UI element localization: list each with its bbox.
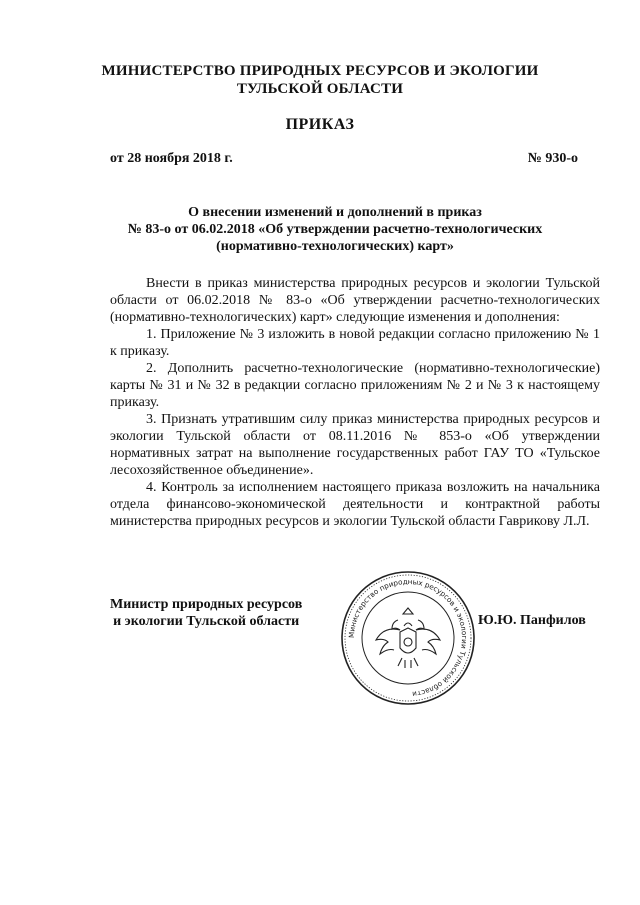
ministry-name xyxy=(60,62,580,98)
order-body xyxy=(110,275,600,530)
signatory-title-line1: Министр природных ресурсов xyxy=(110,597,303,612)
order-number: № 930-о xyxy=(527,151,578,166)
order-date: от 28 ноября 2018 г. xyxy=(110,151,233,166)
order-subject xyxy=(100,204,570,255)
document-type-title: ПРИКАЗ xyxy=(285,116,355,133)
official-seal-icon xyxy=(338,568,478,708)
seal-ring-text: Министерство природных ресурсов и экологии Тульской области xyxy=(346,576,470,699)
signatory-name: Ю.Ю. Панфилов xyxy=(478,613,586,628)
order-subject-line1: О внесении изменений и дополнений в приказ xyxy=(188,205,482,220)
body-item-3: 3. Признать утратившим силу приказ министерства природных ресурсов и экологии Тульской области от 08.11.2016 № 853-о «Об утверждении нормативных затрат на выполнение государственных работ ГАУ ТО «Тульское лесохозяйственное объединение». xyxy=(110,412,600,478)
body-intro-paragraph: Внести в приказ министерства природных ресурсов и экологии Тульской области от 06.02.2018 № 83-о «Об утверждении расчетно-технологических (нормативно-технологических) карт» следующие изменения и дополнения: xyxy=(110,276,600,325)
ministry-name-line1: МИНИСТЕРСТВО ПРИРОДНЫХ РЕСУРСОВ И ЭКОЛОГИИ xyxy=(101,63,539,79)
order-date-number-line xyxy=(110,151,578,167)
ministry-name-line2: ТУЛЬСКОЙ ОБЛАСТИ xyxy=(236,81,404,97)
body-item-2: 2. Дополнить расчетно-технологические (нормативно-технологические) карты № 31 и № 32 в редакции согласно приложениям № 2 и № 3 к настоящему приказу. xyxy=(110,361,600,410)
body-item-4: 4. Контроль за исполнением настоящего приказа возложить на начальника отдела финансово-экономической деятельности и контрактной работы министерства природных ресурсов и экологии Тульской области Гаврикову Л.Л. xyxy=(110,480,600,529)
order-subject-line2: № 83-о от 06.02.2018 «Об утверждении расчетно-технологических xyxy=(127,222,543,237)
order-subject-line3: (нормативно-технологических) карт» xyxy=(216,239,454,254)
signatory-title-line2: и экологии Тульской области xyxy=(113,614,300,629)
body-item-1: 1. Приложение № 3 изложить в новой редакции согласно приложению № 1 к приказу. xyxy=(110,327,600,359)
signatory-title xyxy=(110,596,302,630)
double-headed-eagle-icon xyxy=(376,608,440,668)
